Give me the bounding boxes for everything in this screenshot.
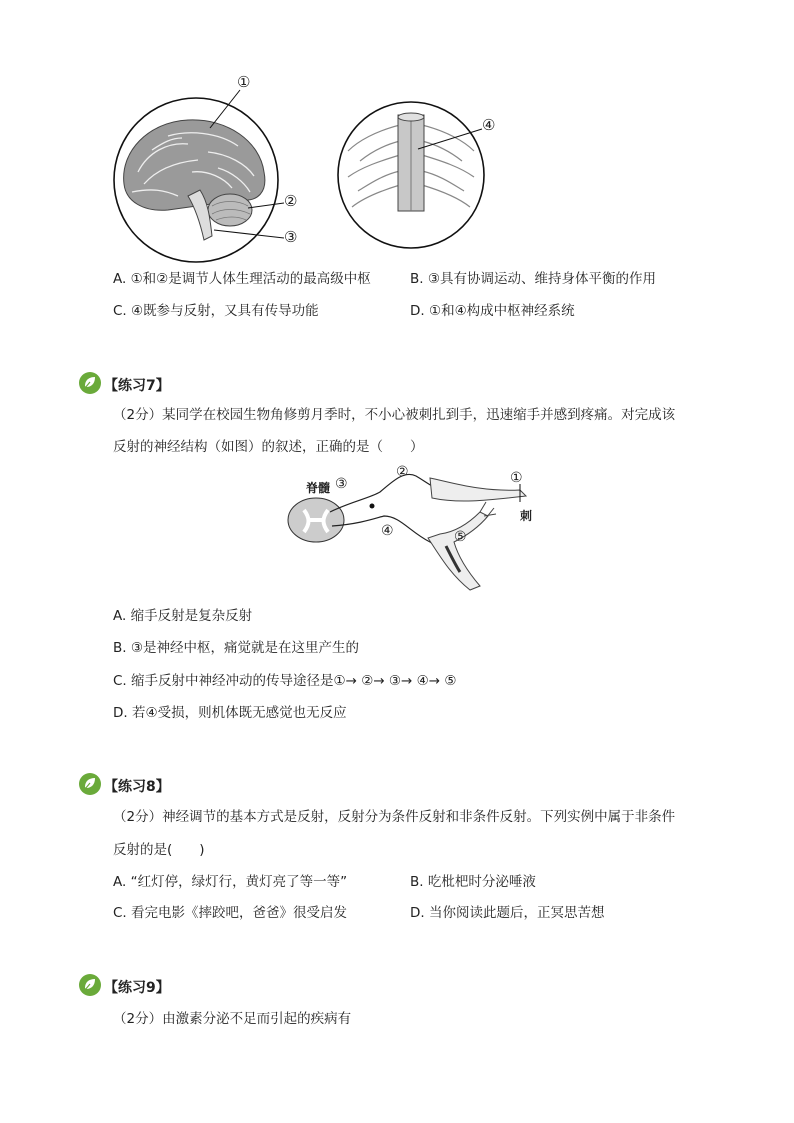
- q7-option-a[interactable]: A. 缩手反射是复杂反射: [113, 608, 253, 624]
- leaf-icon: [78, 371, 102, 395]
- q6-option-a[interactable]: A. ①和②是调节人体生理活动的最高级中枢: [113, 271, 371, 287]
- brain-label-3: ③: [284, 228, 298, 246]
- q7-stem-line2: 反射的神经结构（如图）的叙述，正确的是（ ）: [113, 439, 424, 455]
- q9-title: 【练习9】: [104, 980, 170, 996]
- reflex-label-1: ①: [510, 470, 523, 486]
- brain-label-1: ①: [237, 73, 251, 91]
- q8-stem-line2: 反射的是( ): [113, 842, 205, 858]
- brain-figure: [108, 72, 284, 268]
- q8-stem-line1: （2分）神经调节的基本方式是反射，反射分为条件反射和非条件反射。下列实例中属于非条件: [113, 809, 676, 825]
- reflex-label-2: ②: [396, 464, 409, 480]
- q8-option-b[interactable]: B. 吃枇杷时分泌唾液: [410, 874, 536, 890]
- q8-option-c[interactable]: C. 看完电影《摔跤吧，爸爸》很受启发: [113, 905, 348, 921]
- q7-option-b[interactable]: B. ③是神经中枢，痛觉就是在这里产生的: [113, 640, 359, 656]
- leaf-icon: [78, 973, 102, 997]
- q7-title: 【练习7】: [104, 378, 170, 394]
- spinal-cord-figure: [336, 95, 496, 260]
- q6-option-d[interactable]: D. ①和④构成中枢神经系统: [410, 303, 575, 319]
- spinal-label-4: ④: [482, 116, 496, 134]
- reflex-label-5: ⑤: [454, 529, 467, 545]
- q8-option-a[interactable]: A. “红灯停，绿灯行，黄灯亮了等一等”: [113, 874, 348, 890]
- q7-option-d[interactable]: D. 若④受损，则机体既无感觉也无反应: [113, 705, 347, 721]
- leaf-icon: [78, 772, 102, 796]
- q6-option-b[interactable]: B. ③具有协调运动、维持身体平衡的作用: [410, 271, 656, 287]
- q8-title: 【练习8】: [104, 779, 170, 795]
- q8-option-d[interactable]: D. 当你阅读此题后，正冥思苦想: [410, 905, 605, 921]
- reflex-label-ci: 刺: [520, 509, 533, 523]
- reflex-label-jisui: 脊髓: [306, 481, 331, 495]
- q6-option-c[interactable]: C. ④既参与反射，又具有传导功能: [113, 303, 319, 319]
- q7-option-c[interactable]: C. 缩手反射中神经冲动的传导途径是①→ ②→ ③→ ④→ ⑤: [113, 673, 457, 689]
- reflex-label-3: ③: [335, 476, 348, 492]
- brain-label-2: ②: [284, 192, 298, 210]
- q7-stem-line1: （2分）某同学在校园生物角修剪月季时，不小心被刺扎到手，迅速缩手并感到疼痛。对完成该: [113, 407, 676, 423]
- reflex-label-4: ④: [381, 523, 394, 539]
- q9-stem-line1: （2分）由激素分泌不足而引起的疾病有: [113, 1011, 352, 1027]
